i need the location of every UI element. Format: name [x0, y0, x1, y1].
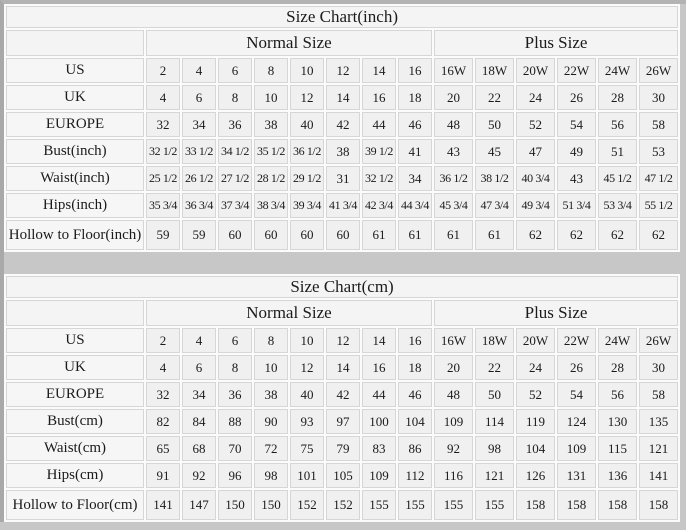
table-cell: 136 — [598, 463, 637, 488]
table-cell: 33 1/2 — [182, 139, 216, 164]
table-cell: 18W — [475, 58, 514, 83]
table-cell: 45 — [475, 139, 514, 164]
table-cell: 155 — [434, 490, 473, 520]
corner-cell — [6, 30, 144, 56]
table-cell: 24 — [516, 355, 555, 380]
table-cell: 4 — [182, 58, 216, 83]
table-row — [6, 490, 678, 520]
corner-cell — [6, 300, 144, 326]
table-cell: 68 — [182, 436, 216, 461]
table-cell: 98 — [475, 436, 514, 461]
table-row — [6, 220, 678, 250]
table-cell: 61 — [398, 220, 432, 250]
table-cell: 51 — [598, 139, 637, 164]
table-cell: 75 — [290, 436, 324, 461]
table-cell: 109 — [362, 463, 396, 488]
table-cell: 25 1/2 — [146, 166, 180, 191]
table-cell: 16 — [362, 85, 396, 110]
table-cell: 45 3/4 — [434, 193, 473, 218]
table-row — [6, 85, 678, 110]
table-cell: 130 — [598, 409, 637, 434]
table-cell: 109 — [434, 409, 473, 434]
table-cell: 141 — [146, 490, 180, 520]
table-cell: 116 — [434, 463, 473, 488]
table-cell: 61 — [475, 220, 514, 250]
table-cell: 96 — [218, 463, 252, 488]
table-cell: 38 — [326, 139, 360, 164]
table-cell: 38 1/2 — [475, 166, 514, 191]
table-cell: 65 — [146, 436, 180, 461]
table-cell: 20W — [516, 328, 555, 353]
table-cell: 93 — [290, 409, 324, 434]
table-cell: 124 — [557, 409, 596, 434]
table-cell: 60 — [254, 220, 288, 250]
column-group-normal-size: Normal Size — [146, 30, 432, 56]
table-cell: 32 1/2 — [146, 139, 180, 164]
row-label: Waist(cm) — [6, 436, 144, 461]
table-cell: 101 — [290, 463, 324, 488]
table-row — [6, 355, 678, 380]
table-cell: 61 — [362, 220, 396, 250]
table-cell: 14 — [362, 328, 396, 353]
table-cell: 4 — [146, 85, 180, 110]
row-label: Hips(inch) — [6, 193, 144, 218]
table-cell: 8 — [218, 355, 252, 380]
row-label: UK — [6, 85, 144, 110]
table-cell: 43 — [434, 139, 473, 164]
table-row — [6, 58, 678, 83]
row-label: EUROPE — [6, 382, 144, 407]
table-cell: 41 — [398, 139, 432, 164]
table-cell: 2 — [146, 58, 180, 83]
table-cell: 16 — [398, 58, 432, 83]
table-cell: 92 — [434, 436, 473, 461]
table-cell: 50 — [475, 382, 514, 407]
table-cell: 97 — [326, 409, 360, 434]
table-cell: 39 3/4 — [290, 193, 324, 218]
table-cell: 135 — [639, 409, 678, 434]
table-cell: 84 — [182, 409, 216, 434]
table-cell: 55 1/2 — [639, 193, 678, 218]
table-cell: 47 — [516, 139, 555, 164]
table-cell: 42 3/4 — [362, 193, 396, 218]
table-cell: 35 1/2 — [254, 139, 288, 164]
table-cell: 56 — [598, 112, 637, 137]
table-cell: 100 — [362, 409, 396, 434]
row-label: Hollow to Floor(cm) — [6, 490, 144, 520]
table-cell: 26W — [639, 328, 678, 353]
table-cell: 152 — [326, 490, 360, 520]
table-cell: 48 — [434, 112, 473, 137]
table-cell: 20 — [434, 355, 473, 380]
title-row — [6, 276, 678, 298]
table-cell: 24 — [516, 85, 555, 110]
table-cell: 24W — [598, 328, 637, 353]
table-cell: 28 — [598, 85, 637, 110]
column-group-plus-size: Plus Size — [434, 30, 678, 56]
table-cell: 42 — [326, 112, 360, 137]
table-cell: 34 1/2 — [218, 139, 252, 164]
table-cell: 6 — [182, 85, 216, 110]
table-cell: 16W — [434, 328, 473, 353]
table-cell: 54 — [557, 112, 596, 137]
table-cell: 70 — [218, 436, 252, 461]
table-cell: 38 3/4 — [254, 193, 288, 218]
table-cell: 10 — [290, 58, 324, 83]
table-cell: 158 — [557, 490, 596, 520]
table-cell: 20W — [516, 58, 555, 83]
table-cell: 14 — [326, 355, 360, 380]
table-cell: 40 — [290, 382, 324, 407]
table-cell: 36 1/2 — [290, 139, 324, 164]
table-cell: 59 — [146, 220, 180, 250]
table-cell: 18W — [475, 328, 514, 353]
table-cell: 51 3/4 — [557, 193, 596, 218]
table-row — [6, 112, 678, 137]
table-row — [6, 409, 678, 434]
table-cell: 58 — [639, 382, 678, 407]
table-cell: 54 — [557, 382, 596, 407]
table-cell: 150 — [218, 490, 252, 520]
table-cell: 30 — [639, 355, 678, 380]
table-cell: 47 1/2 — [639, 166, 678, 191]
table-row — [6, 436, 678, 461]
table-cell: 34 — [398, 166, 432, 191]
table-cell: 147 — [182, 490, 216, 520]
table-cell: 88 — [218, 409, 252, 434]
table-cell: 4 — [146, 355, 180, 380]
row-label: US — [6, 58, 144, 83]
table-cell: 48 — [434, 382, 473, 407]
table-cell: 2 — [146, 328, 180, 353]
table-cell: 62 — [598, 220, 637, 250]
table-cell: 38 — [254, 382, 288, 407]
table-row — [6, 193, 678, 218]
table-cell: 61 — [434, 220, 473, 250]
row-label: Hollow to Floor(inch) — [6, 220, 144, 250]
table-cell: 22 — [475, 355, 514, 380]
table-cell: 14 — [362, 58, 396, 83]
table-cell: 59 — [182, 220, 216, 250]
table-cell: 26 — [557, 355, 596, 380]
table-cell: 112 — [398, 463, 432, 488]
column-group-row — [6, 300, 678, 326]
table-row — [6, 463, 678, 488]
row-label: US — [6, 328, 144, 353]
table-cell: 44 — [362, 112, 396, 137]
table-cell: 49 — [557, 139, 596, 164]
table-cell: 91 — [146, 463, 180, 488]
table-cell: 22W — [557, 58, 596, 83]
table-row — [6, 382, 678, 407]
table-cell: 26 1/2 — [182, 166, 216, 191]
row-label: Bust(cm) — [6, 409, 144, 434]
table-cell: 8 — [218, 85, 252, 110]
table-cell: 79 — [326, 436, 360, 461]
row-label: UK — [6, 355, 144, 380]
table-cell: 10 — [254, 85, 288, 110]
table-cell: 28 — [598, 355, 637, 380]
table-cell: 141 — [639, 463, 678, 488]
table-cell: 104 — [398, 409, 432, 434]
table-cell: 92 — [182, 463, 216, 488]
table-cell: 36 1/2 — [434, 166, 473, 191]
table-cell: 86 — [398, 436, 432, 461]
table-cell: 62 — [639, 220, 678, 250]
table-cell: 53 — [639, 139, 678, 164]
table-cell: 60 — [290, 220, 324, 250]
table-cell: 26W — [639, 58, 678, 83]
table-cell: 18 — [398, 355, 432, 380]
table-cell: 10 — [254, 355, 288, 380]
table-cell: 131 — [557, 463, 596, 488]
table-cell: 52 — [516, 112, 555, 137]
table-cell: 38 — [254, 112, 288, 137]
table-cell: 28 1/2 — [254, 166, 288, 191]
table-cell: 12 — [326, 58, 360, 83]
table-cell: 44 3/4 — [398, 193, 432, 218]
table-cell: 34 — [182, 112, 216, 137]
table-cell: 105 — [326, 463, 360, 488]
table-cell: 90 — [254, 409, 288, 434]
table-cell: 121 — [639, 436, 678, 461]
table-cell: 20 — [434, 85, 473, 110]
table-cell: 39 1/2 — [362, 139, 396, 164]
table-cell: 109 — [557, 436, 596, 461]
table-cell: 32 1/2 — [362, 166, 396, 191]
table-cell: 44 — [362, 382, 396, 407]
table-cell: 22 — [475, 85, 514, 110]
table-cell: 43 — [557, 166, 596, 191]
table-cell: 56 — [598, 382, 637, 407]
table-cell: 8 — [254, 58, 288, 83]
table-cell: 52 — [516, 382, 555, 407]
table-title: Size Chart(cm) — [6, 276, 678, 298]
column-group-plus-size: Plus Size — [434, 300, 678, 326]
table-cell: 8 — [254, 328, 288, 353]
table-cell: 26 — [557, 85, 596, 110]
table-cell: 16 — [362, 355, 396, 380]
table-cell: 155 — [398, 490, 432, 520]
table-cell: 58 — [639, 112, 678, 137]
table-cell: 24W — [598, 58, 637, 83]
table-cell: 36 — [218, 382, 252, 407]
table-cell: 35 3/4 — [146, 193, 180, 218]
table-cell: 152 — [290, 490, 324, 520]
table-cell: 4 — [182, 328, 216, 353]
table-cell: 6 — [218, 328, 252, 353]
table-cell: 32 — [146, 112, 180, 137]
table-cell: 155 — [475, 490, 514, 520]
table-cell: 6 — [218, 58, 252, 83]
table-cell: 121 — [475, 463, 514, 488]
table-cell: 6 — [182, 355, 216, 380]
row-label: Bust(inch) — [6, 139, 144, 164]
table-cell: 62 — [557, 220, 596, 250]
table-row — [6, 139, 678, 164]
table-cell: 49 3/4 — [516, 193, 555, 218]
table-cell: 104 — [516, 436, 555, 461]
table-cell: 18 — [398, 85, 432, 110]
size-chart-cm-table — [4, 274, 680, 522]
table-cell: 115 — [598, 436, 637, 461]
table-cell: 98 — [254, 463, 288, 488]
table-cell: 40 — [290, 112, 324, 137]
table-cell: 12 — [326, 328, 360, 353]
table-cell: 158 — [639, 490, 678, 520]
table-cell: 150 — [254, 490, 288, 520]
size-chart-inch-table — [4, 4, 680, 252]
table-cell: 32 — [146, 382, 180, 407]
table-cell: 45 1/2 — [598, 166, 637, 191]
table-cell: 10 — [290, 328, 324, 353]
table-cell: 30 — [639, 85, 678, 110]
table-cell: 12 — [290, 355, 324, 380]
table-cell: 114 — [475, 409, 514, 434]
table-cell: 126 — [516, 463, 555, 488]
table-cell: 41 3/4 — [326, 193, 360, 218]
table-cell: 36 3/4 — [182, 193, 216, 218]
table-cell: 16 — [398, 328, 432, 353]
table-cell: 40 3/4 — [516, 166, 555, 191]
table-cell: 29 1/2 — [290, 166, 324, 191]
table-cell: 27 1/2 — [218, 166, 252, 191]
table-cell: 72 — [254, 436, 288, 461]
table-cell: 60 — [218, 220, 252, 250]
table-cell: 47 3/4 — [475, 193, 514, 218]
table-title: Size Chart(inch) — [6, 6, 678, 28]
table-cell: 22W — [557, 328, 596, 353]
title-row — [6, 6, 678, 28]
column-group-normal-size: Normal Size — [146, 300, 432, 326]
table-row — [6, 166, 678, 191]
row-label: Waist(inch) — [6, 166, 144, 191]
table-cell: 34 — [182, 382, 216, 407]
table-cell: 12 — [290, 85, 324, 110]
table-row — [6, 328, 678, 353]
table-cell: 53 3/4 — [598, 193, 637, 218]
table-cell: 36 — [218, 112, 252, 137]
table-cell: 46 — [398, 112, 432, 137]
table-cell: 31 — [326, 166, 360, 191]
table-cell: 60 — [326, 220, 360, 250]
table-cell: 155 — [362, 490, 396, 520]
table-cell: 62 — [516, 220, 555, 250]
table-cell: 16W — [434, 58, 473, 83]
table-cell: 119 — [516, 409, 555, 434]
row-label: Hips(cm) — [6, 463, 144, 488]
column-group-row — [6, 30, 678, 56]
row-label: EUROPE — [6, 112, 144, 137]
table-cell: 46 — [398, 382, 432, 407]
table-cell: 42 — [326, 382, 360, 407]
table-cell: 158 — [598, 490, 637, 520]
table-cell: 83 — [362, 436, 396, 461]
table-cell: 158 — [516, 490, 555, 520]
table-cell: 14 — [326, 85, 360, 110]
table-cell: 37 3/4 — [218, 193, 252, 218]
table-cell: 50 — [475, 112, 514, 137]
table-cell: 82 — [146, 409, 180, 434]
